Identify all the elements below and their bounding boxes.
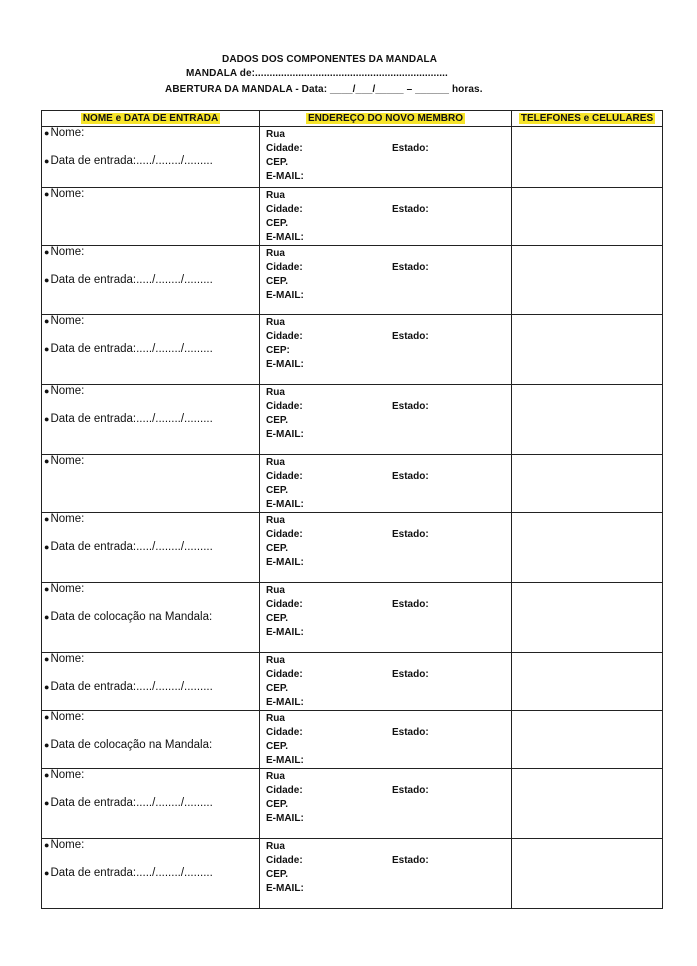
mandala-name-field: MANDALA de:................................................................... [186,68,448,79]
data-field: ●Data de colocação na Mandala: [44,611,213,623]
form-title: DADOS DOS COMPONENTES DA MANDALA [222,54,438,65]
bullet-icon: ● [44,344,50,354]
bullet-icon: ● [44,798,50,808]
bullet-icon: ● [44,156,50,166]
nome-cell [42,583,260,653]
cep-label: CEP. [266,869,289,880]
data-field: ●Data de entrada:...../......../......... [44,413,213,425]
email-label: E-MAIL: [266,290,304,301]
endereco-cell [260,769,512,839]
estado-label: Estado: [392,669,429,680]
endereco-cell [260,315,512,385]
cep-label: CEP. [266,543,289,554]
bullet-icon: ● [44,712,50,722]
bullet-icon: ● [44,316,50,326]
email-label: E-MAIL: [266,755,304,766]
estado-label: Estado: [392,471,429,482]
rua-label: Rua [266,457,285,468]
rua-label: Rua [266,585,285,596]
telefones-cell [512,188,663,246]
nome-cell [42,315,260,385]
estado-label: Estado: [392,331,429,342]
rua-label: Rua [266,841,285,852]
estado-label: Estado: [392,599,429,610]
bullet-icon: ● [44,275,50,285]
endereco-cell [260,653,512,711]
rua-label: Rua [266,515,285,526]
telefones-cell [512,455,663,513]
table-row [42,711,663,769]
data-field: ●Data de entrada:...../......../......... [44,155,213,167]
nome-cell [42,513,260,583]
email-label: E-MAIL: [266,499,304,510]
bullet-icon: ● [44,386,50,396]
cidade-label: Cidade: [266,599,303,610]
data-field: ●Data de entrada:...../......../......... [44,274,213,286]
bullet-icon: ● [44,868,50,878]
email-label: E-MAIL: [266,697,304,708]
bullet-icon: ● [44,770,50,780]
nome-field: ●Nome: [44,246,85,258]
rua-label: Rua [266,387,285,398]
telefones-cell [512,769,663,839]
table-row [42,315,663,385]
cidade-label: Cidade: [266,204,303,215]
endereco-cell [260,711,512,769]
cep-label: CEP. [266,157,289,168]
estado-label: Estado: [392,401,429,412]
abertura-date-field: ABERTURA DA MANDALA - Data: ____/___/_____ – ______ horas. [165,84,483,95]
bullet-icon: ● [44,612,50,622]
cep-label: CEP. [266,218,289,229]
cep-label: CEP. [266,741,289,752]
estado-label: Estado: [392,204,429,215]
rua-label: Rua [266,713,285,724]
nome-field: ●Nome: [44,315,85,327]
nome-field: ●Nome: [44,188,85,200]
cidade-label: Cidade: [266,785,303,796]
cidade-label: Cidade: [266,262,303,273]
estado-label: Estado: [392,727,429,738]
bullet-icon: ● [44,840,50,850]
estado-label: Estado: [392,529,429,540]
bullet-icon: ● [44,654,50,664]
nome-field: ●Nome: [44,455,85,467]
nome-field: ●Nome: [44,711,85,723]
cidade-label: Cidade: [266,401,303,412]
email-label: E-MAIL: [266,813,304,824]
telefones-cell [512,246,663,315]
bullet-icon: ● [44,189,50,199]
data-field: ●Data de entrada:...../......../......... [44,867,213,879]
table-row [42,769,663,839]
rua-label: Rua [266,248,285,259]
data-field: ●Data de entrada:...../......../......... [44,681,213,693]
endereco-cell [260,246,512,315]
bullet-icon: ● [44,247,50,257]
estado-label: Estado: [392,143,429,154]
nome-cell [42,246,260,315]
nome-cell [42,769,260,839]
members-table [41,110,663,909]
nome-cell [42,455,260,513]
table-row [42,583,663,653]
nome-field: ●Nome: [44,513,85,525]
nome-field: ●Nome: [44,127,85,139]
cep-label: CEP: [266,345,290,356]
rua-label: Rua [266,655,285,666]
nome-field: ●Nome: [44,769,85,781]
bullet-icon: ● [44,542,50,552]
email-label: E-MAIL: [266,232,304,243]
endereco-cell [260,455,512,513]
bullet-icon: ● [44,584,50,594]
bullet-icon: ● [44,456,50,466]
telefones-cell [512,583,663,653]
nome-cell [42,839,260,909]
cep-label: CEP. [266,415,289,426]
cidade-label: Cidade: [266,471,303,482]
telefones-cell [512,315,663,385]
data-field: ●Data de colocação na Mandala: [44,739,213,751]
endereco-cell [260,385,512,455]
email-label: E-MAIL: [266,359,304,370]
nome-cell [42,711,260,769]
table-row [42,127,663,188]
email-label: E-MAIL: [266,883,304,894]
nome-field: ●Nome: [44,839,85,851]
endereco-cell [260,583,512,653]
email-label: E-MAIL: [266,171,304,182]
nome-cell [42,653,260,711]
nome-field: ●Nome: [44,385,85,397]
data-field: ●Data de entrada:...../......../......... [44,343,213,355]
data-field: ●Data de entrada:...../......../......... [44,541,213,553]
estado-label: Estado: [392,262,429,273]
table-header-row [42,111,663,127]
cidade-label: Cidade: [266,143,303,154]
endereco-cell [260,839,512,909]
table-row [42,653,663,711]
endereco-cell [260,127,512,188]
column-header-telefones: TELEFONES e CELULARES [512,111,663,127]
rua-label: Rua [266,771,285,782]
table-row [42,246,663,315]
telefones-cell [512,513,663,583]
cep-label: CEP. [266,799,289,810]
nome-cell [42,127,260,188]
cidade-label: Cidade: [266,727,303,738]
nome-field: ●Nome: [44,583,85,595]
table-row [42,455,663,513]
estado-label: Estado: [392,785,429,796]
column-header-nome: NOME e DATA DE ENTRADA [42,111,260,127]
email-label: E-MAIL: [266,627,304,638]
telefones-cell [512,385,663,455]
email-label: E-MAIL: [266,557,304,568]
telefones-cell [512,711,663,769]
cidade-label: Cidade: [266,669,303,680]
nome-cell [42,188,260,246]
table-row [42,188,663,246]
table-row [42,839,663,909]
estado-label: Estado: [392,855,429,866]
bullet-icon: ● [44,128,50,138]
data-field: ●Data de entrada:...../......../......... [44,797,213,809]
cep-label: CEP. [266,276,289,287]
cep-label: CEP. [266,613,289,624]
rua-label: Rua [266,317,285,328]
bullet-icon: ● [44,414,50,424]
nome-cell [42,385,260,455]
cep-label: CEP. [266,683,289,694]
bullet-icon: ● [44,514,50,524]
nome-field: ●Nome: [44,653,85,665]
telefones-cell [512,653,663,711]
cep-label: CEP. [266,485,289,496]
telefones-cell [512,839,663,909]
endereco-cell [260,188,512,246]
table-row [42,385,663,455]
rua-label: Rua [266,129,285,140]
email-label: E-MAIL: [266,429,304,440]
column-header-endereco: ENDEREÇO DO NOVO MEMBRO [260,111,512,127]
cidade-label: Cidade: [266,855,303,866]
cidade-label: Cidade: [266,331,303,342]
cidade-label: Cidade: [266,529,303,540]
bullet-icon: ● [44,682,50,692]
table-row [42,513,663,583]
bullet-icon: ● [44,740,50,750]
endereco-cell [260,513,512,583]
rua-label: Rua [266,190,285,201]
telefones-cell [512,127,663,188]
